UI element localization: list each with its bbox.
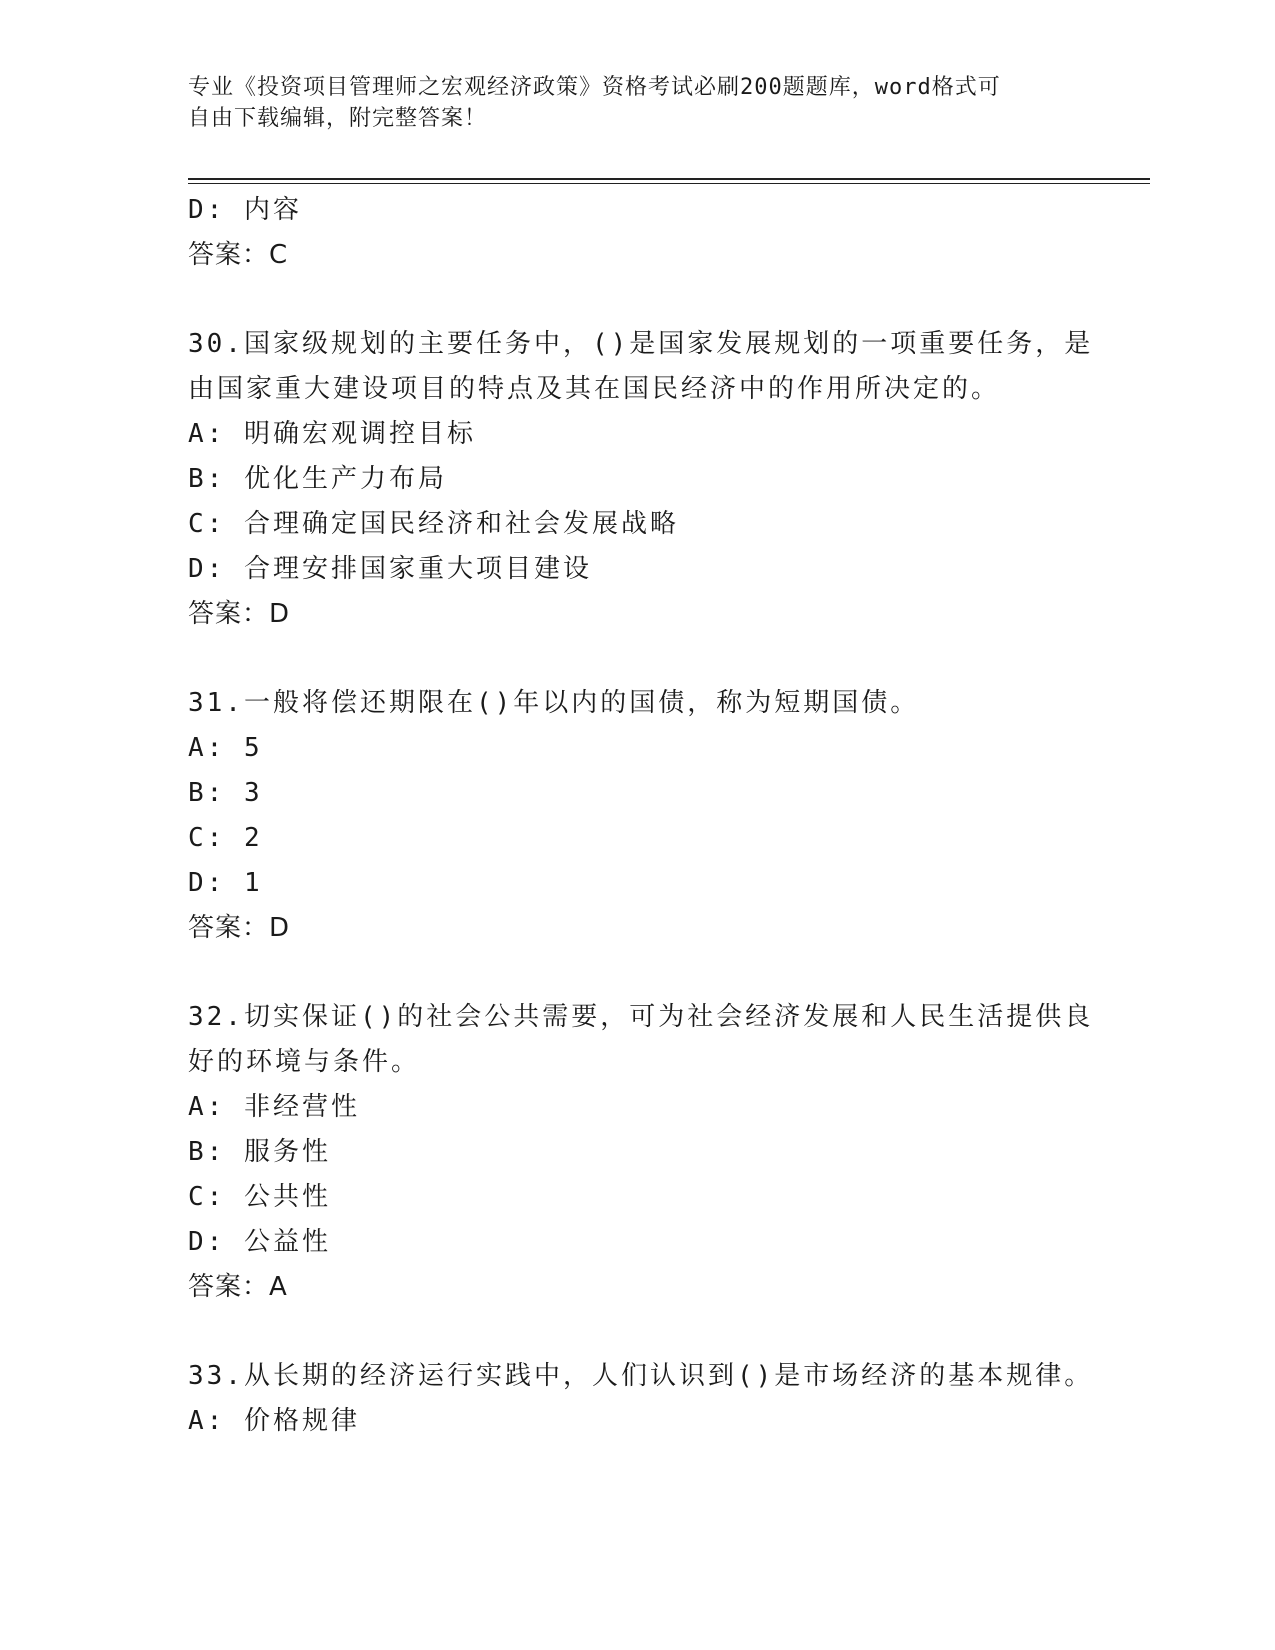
question-29-tail <box>188 188 1088 278</box>
option-a: A: 非经营性 <box>188 1092 360 1122</box>
answer: 答案：A <box>188 1272 288 1302</box>
header-divider-thick <box>188 178 1150 180</box>
option-c: C: 合理确定国民经济和社会发展战略 <box>188 509 679 539</box>
question-30 <box>188 322 1094 637</box>
question-stem: 30.国家级规划的主要任务中，()是国家发展规划的一项重要任务，是 <box>188 329 1094 359</box>
question-31 <box>188 681 1088 951</box>
header-line-1: 专业《投资项目管理师之宏观经济政策》资格考试必刷200题题库，word格式可 <box>188 75 1001 100</box>
option-b: B: 3 <box>188 778 263 808</box>
option-a: A: 5 <box>188 733 263 763</box>
option-b: B: 优化生产力布局 <box>188 464 447 494</box>
header-line-2: 自由下载编辑，附完整答案！ <box>188 106 488 131</box>
option-b: B: 服务性 <box>188 1137 331 1167</box>
option-d: D: 内容 <box>188 195 302 225</box>
question-33 <box>188 1354 1094 1444</box>
question-stem: 31.一般将偿还期限在()年以内的国债，称为短期国债。 <box>188 688 920 718</box>
answer: 答案：C <box>188 240 289 270</box>
question-stem: 33.从长期的经济运行实践中，人们认识到()是市场经济的基本规律。 <box>188 1361 1094 1391</box>
question-stem: 32.切实保证()的社会公共需要，可为社会经济发展和人民生活提供良 <box>188 1002 1094 1032</box>
option-d: D: 1 <box>188 868 263 898</box>
option-c: C: 2 <box>188 823 263 853</box>
question-32 <box>188 995 1094 1310</box>
option-d: D: 公益性 <box>188 1227 331 1257</box>
question-stem: 好的环境与条件。 <box>188 1047 421 1077</box>
document-header <box>188 72 1068 134</box>
question-content <box>188 188 1094 1444</box>
option-c: C: 公共性 <box>188 1182 331 1212</box>
option-a: A: 明确宏观调控目标 <box>188 419 476 449</box>
option-d: D: 合理安排国家重大项目建设 <box>188 554 592 584</box>
question-stem: 由国家重大建设项目的特点及其在国民经济中的作用所决定的。 <box>188 374 1001 404</box>
option-a: A: 价格规律 <box>188 1406 360 1436</box>
header-divider-thin <box>188 183 1150 184</box>
answer: 答案：D <box>188 599 291 629</box>
answer: 答案：D <box>188 913 291 943</box>
